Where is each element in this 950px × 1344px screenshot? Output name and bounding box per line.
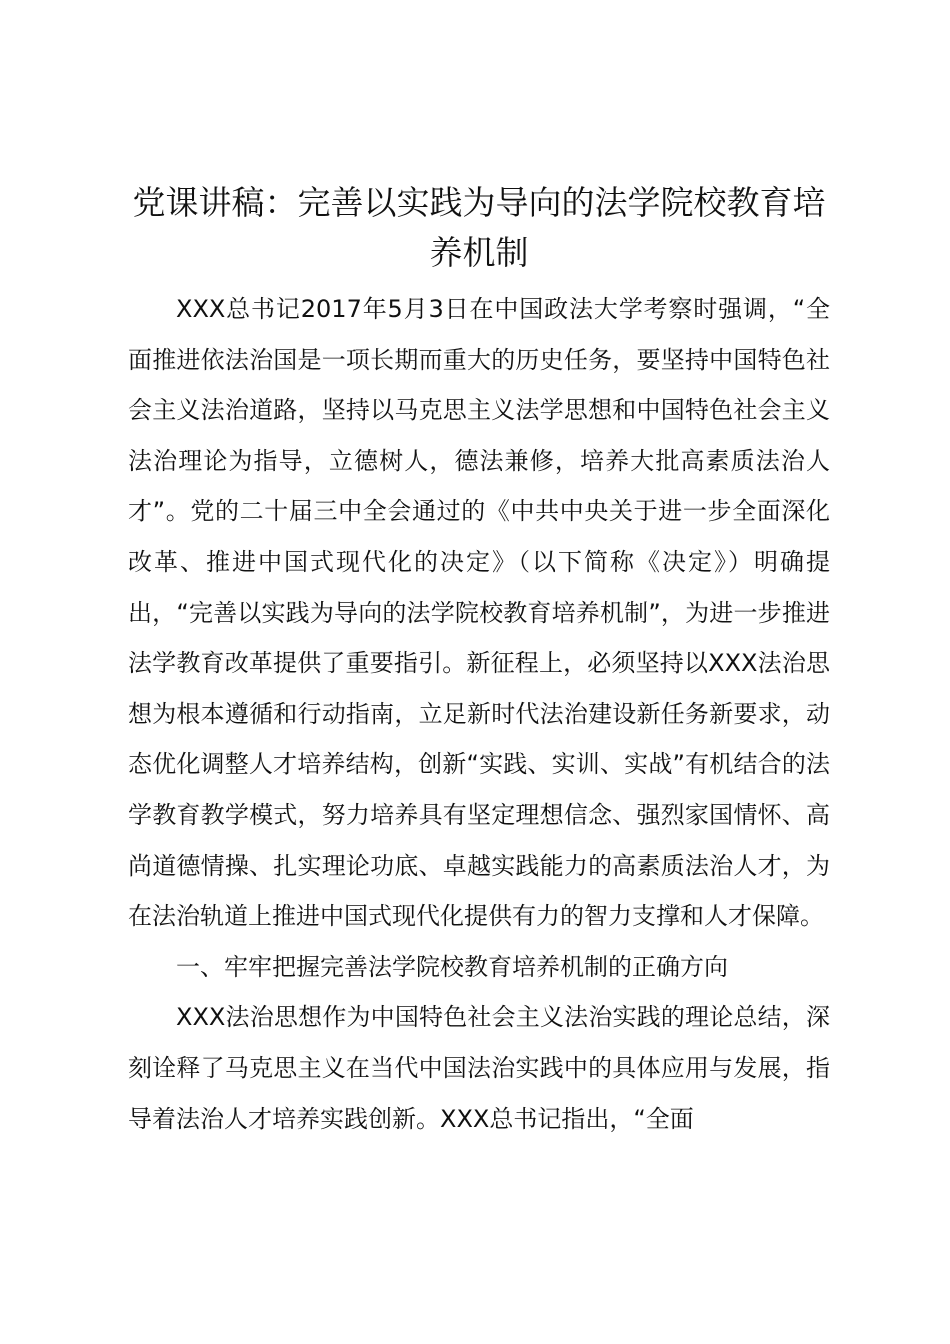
paragraph-intro: XXX总书记2017年5月3日在中国政法大学考察时强调，“全面推进依法治国是一项长期而重大的历史任务，要坚持中国特色社会主义法治道路，坚持以马克思主义法学思想和中国特色社会主义法治理论为指导，立德树人，德法兼修，培养大批高素质法治人才”。党的二十届三中全会通过的《中共中央关于进一步全面深化改革、推进中国式现代化的决定》（以下简称《决定》）明确提出，“完善以实践为导向的法学院校教育培养机制”，为进一步推进法学教育改革提供了重要指引。新征程上，必须坚持以XXX法治思想为根本遵循和行动指南，立足新时代法治建设新任务新要求，动态优化调整人才培养结构，创新“实践、实训、实战”有机结合的法学教育教学模式，努力培养具有坚定理想信念、强烈家国情怀、高尚道德情操、扎实理论功底、卓越实践能力的高素质法治人才，为在法治轨道上推进中国式现代化提供有力的智力支撑和人才保障。 <box>128 295 830 931</box>
section-heading: 一、牢牢把握完善法学院校教育培养机制的正确方向 <box>176 952 728 981</box>
paragraph-section-one: XXX法治思想作为中国特色社会主义法治实践的理论总结，深刻诠释了马克思主义在当代中国法治实践中的具体应用与发展，指导着法治人才培养实践创新。XXX总书记指出，“全面 <box>128 1003 830 1133</box>
document-title: 党课讲稿：完善以实践为导向的法学院校教育培养机制 <box>132 183 826 272</box>
document-page <box>128 178 830 1144</box>
document-body <box>128 284 830 1144</box>
